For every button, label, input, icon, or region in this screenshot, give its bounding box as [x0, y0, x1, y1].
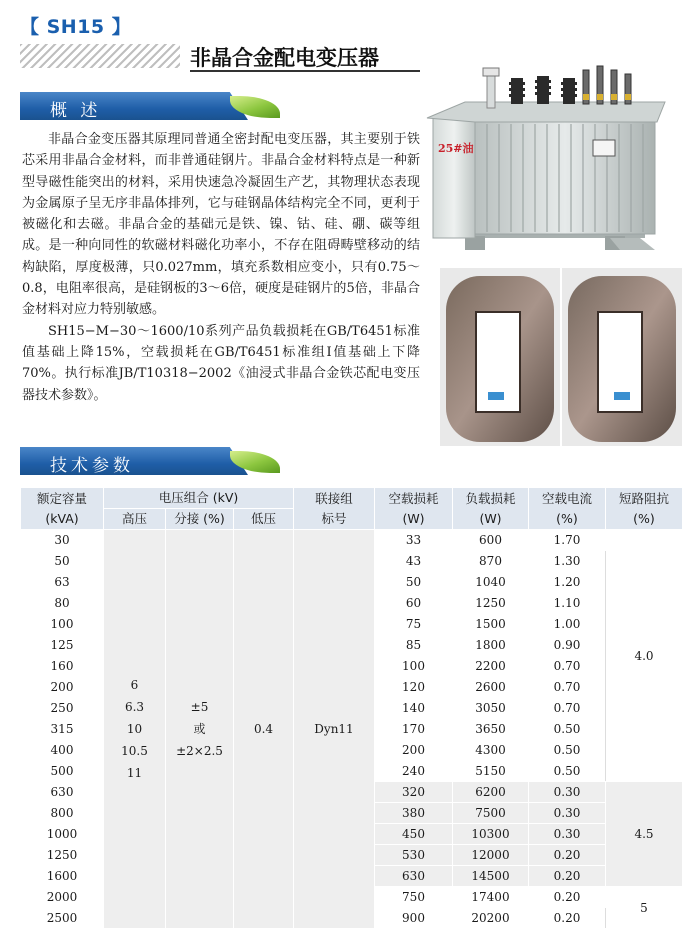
cell-load-loss: 2600	[453, 677, 529, 698]
header-vector-group-line1: 联接组	[315, 490, 353, 506]
cell-no-load-loss: 200	[375, 740, 453, 761]
cell-no-load-loss: 43	[375, 551, 453, 572]
cell-load-loss: 17400	[453, 887, 529, 908]
cell-no-load-loss: 240	[375, 761, 453, 782]
cell-capacity: 125	[21, 635, 104, 656]
header-load-loss	[453, 488, 529, 530]
cell-capacity: 50	[21, 551, 104, 572]
cell-capacity: 30	[21, 530, 104, 551]
cell-no-load-current: 0.50	[529, 761, 606, 782]
cell-impedance: 4.5	[606, 782, 683, 887]
transformer-image	[425, 60, 675, 260]
model-tag: 【 SH15 】	[20, 16, 132, 38]
overview-paragraph-2: SH15−M−30～1600/10系列产品负载损耗在GB/T6451标准值基础上降15%，空载损耗在GB/T6451标准组Ⅰ值基础上下降70%。执行标准JB/T10318−2002《油浸式非晶合金铁芯配电变压器技术参数》。	[22, 323, 420, 403]
header-vector-group-line2: 标号	[321, 510, 347, 526]
cell-capacity: 400	[21, 740, 104, 761]
cell-capacity: 630	[21, 782, 104, 803]
cell-capacity: 315	[21, 719, 104, 740]
cell-no-load-current: 0.30	[529, 803, 606, 824]
header-voltage: 电压组合 (kV)	[104, 488, 294, 509]
header-capacity-unit: (kVA)	[45, 510, 79, 526]
cell-no-load-current: 1.30	[529, 551, 606, 572]
cell-capacity: 1000	[21, 824, 104, 845]
cell-no-load-loss: 33	[375, 530, 453, 551]
cell-no-load-current: 1.00	[529, 614, 606, 635]
cell-no-load-current: 0.70	[529, 656, 606, 677]
cell-load-loss: 3650	[453, 719, 529, 740]
amorphous-core-image-2	[562, 268, 682, 446]
cell-no-load-current: 1.10	[529, 593, 606, 614]
cell-tap-values-line: ±2×2.5	[176, 744, 223, 758]
header-lv: 低压	[234, 509, 294, 530]
cell-no-load-loss: 630	[375, 866, 453, 887]
cell-no-load-loss: 530	[375, 845, 453, 866]
cell-capacity: 160	[21, 656, 104, 677]
header-load-loss-label: 负载损耗	[465, 490, 516, 506]
cell-no-load-loss: 50	[375, 572, 453, 593]
header-no-load-loss	[375, 488, 453, 530]
cell-no-load-loss: 320	[375, 782, 453, 803]
header-tap: 分接 (%)	[166, 509, 234, 530]
cell-load-loss: 870	[453, 551, 529, 572]
cell-no-load-loss: 60	[375, 593, 453, 614]
cell-no-load-loss: 380	[375, 803, 453, 824]
cell-no-load-current: 0.70	[529, 698, 606, 719]
cell-no-load-loss: 75	[375, 614, 453, 635]
tank-oil-label: 25#油	[438, 142, 474, 155]
cell-capacity: 200	[21, 677, 104, 698]
cell-load-loss: 1500	[453, 614, 529, 635]
cell-capacity: 2000	[21, 887, 104, 908]
cell-load-loss: 4300	[453, 740, 529, 761]
cell-no-load-current: 0.20	[529, 887, 606, 908]
header-no-load-current-label: 空载电流	[541, 490, 592, 506]
cell-hv-values-line: 6	[130, 678, 139, 692]
cell-load-loss: 1800	[453, 635, 529, 656]
spec-table-body	[21, 530, 683, 929]
cell-hv-values-line: 10.5	[121, 744, 148, 758]
cell-hv-values-line: 11	[126, 766, 143, 780]
overview-text	[22, 129, 420, 406]
header-no-load-current	[529, 488, 606, 530]
specs-section-header	[20, 447, 275, 475]
cell-load-loss: 5150	[453, 761, 529, 782]
cell-lv-value: 0.4	[234, 530, 294, 929]
cell-no-load-current: 1.20	[529, 572, 606, 593]
header-no-load-loss-unit: (W)	[402, 510, 425, 526]
product-title: 非晶合金配电变压器	[190, 46, 379, 70]
cell-no-load-current: 0.20	[529, 866, 606, 887]
overview-heading: 概 述	[50, 101, 102, 121]
cell-hv-values-line: 10	[126, 722, 143, 736]
cell-no-load-current: 0.70	[529, 677, 606, 698]
cell-no-load-loss: 100	[375, 656, 453, 677]
header-impedance-label: 短路阻抗	[618, 490, 669, 506]
cell-load-loss: 20200	[453, 908, 529, 929]
cell-no-load-current: 0.30	[529, 824, 606, 845]
cell-no-load-current: 0.20	[529, 845, 606, 866]
cell-capacity: 500	[21, 761, 104, 782]
cell-tap-values	[166, 530, 234, 929]
header-impedance	[606, 488, 683, 530]
decorative-hatch	[20, 44, 180, 68]
header-hv: 高压	[104, 509, 166, 530]
cell-capacity: 800	[21, 803, 104, 824]
cell-capacity: 80	[21, 593, 104, 614]
cell-load-loss: 2200	[453, 656, 529, 677]
cell-load-loss: 10300	[453, 824, 529, 845]
header-load-loss-unit: (W)	[479, 510, 502, 526]
header-impedance-unit: (%)	[633, 510, 655, 526]
cell-hv-values-line: 6.3	[124, 700, 145, 714]
header-capacity-label: 额定容量	[36, 490, 87, 506]
cell-capacity: 1600	[21, 866, 104, 887]
cell-capacity: 100	[21, 614, 104, 635]
cell-load-loss: 1250	[453, 593, 529, 614]
cell-no-load-loss: 750	[375, 887, 453, 908]
cell-no-load-loss: 170	[375, 719, 453, 740]
header-vector-group	[294, 488, 375, 530]
cell-no-load-current: 0.50	[529, 740, 606, 761]
title-underline	[190, 70, 420, 72]
cell-load-loss: 14500	[453, 866, 529, 887]
cell-tap-values-line: ±5	[190, 700, 209, 714]
overview-paragraph-1: 非晶合金变压器其原理同普通全密封配电变压器，其主要别于铁芯采用非晶合金材料，而非普通硅钢片。非晶合金材料特点是一种新型导磁性能突出的材料，采用快速急冷凝固生产艺，其物理状态表现为金属原子呈无序非晶体排列，它与硅钢晶体结构完全不同，更利于被磁化和去磁。非晶合金的基础元是铁、镍、钴、硅、硼、碳等组成。是一种向同性的软磁材料磁化功率小，不存在阻碍畴壁移动的结构缺陷，厚度极薄，只0.027mm，填充系数相应变小，只有0.75～0.8，电阻率很高，是硅钢板的3～6倍，硬度是硅钢片的5倍，非晶合金材料对应力特别敏感。	[22, 132, 420, 318]
cell-load-loss: 12000	[453, 845, 529, 866]
cell-capacity: 1250	[21, 845, 104, 866]
header-capacity	[21, 488, 104, 530]
cell-load-loss: 600	[453, 530, 529, 551]
header-no-load-loss-label: 空载损耗	[388, 490, 439, 506]
specs-heading: 技术参数	[50, 456, 134, 476]
cell-no-load-loss: 85	[375, 635, 453, 656]
overview-section-header	[20, 92, 275, 120]
cell-no-load-loss: 900	[375, 908, 453, 929]
header-no-load-current-unit: (%)	[556, 510, 578, 526]
cell-no-load-current: 0.50	[529, 719, 606, 740]
cell-hv-values	[104, 530, 166, 929]
cell-no-load-current: 0.90	[529, 635, 606, 656]
cell-vector-group: Dyn11	[294, 530, 375, 929]
cell-tap-values-line: 或	[193, 722, 206, 736]
cell-capacity: 250	[21, 698, 104, 719]
cell-impedance: 4.0	[606, 530, 683, 782]
cell-load-loss: 3050	[453, 698, 529, 719]
spec-table	[20, 487, 683, 929]
cell-no-load-loss: 120	[375, 677, 453, 698]
cell-impedance: 5	[606, 887, 683, 929]
cell-load-loss: 1040	[453, 572, 529, 593]
table-row	[21, 530, 683, 551]
cell-no-load-loss: 140	[375, 698, 453, 719]
cell-no-load-current: 1.70	[529, 530, 606, 551]
cell-capacity: 2500	[21, 908, 104, 929]
amorphous-core-image-1	[440, 268, 560, 446]
cell-capacity: 63	[21, 572, 104, 593]
cell-load-loss: 6200	[453, 782, 529, 803]
cell-no-load-current: 0.20	[529, 908, 606, 929]
cell-no-load-current: 0.30	[529, 782, 606, 803]
cell-no-load-loss: 450	[375, 824, 453, 845]
cell-load-loss: 7500	[453, 803, 529, 824]
